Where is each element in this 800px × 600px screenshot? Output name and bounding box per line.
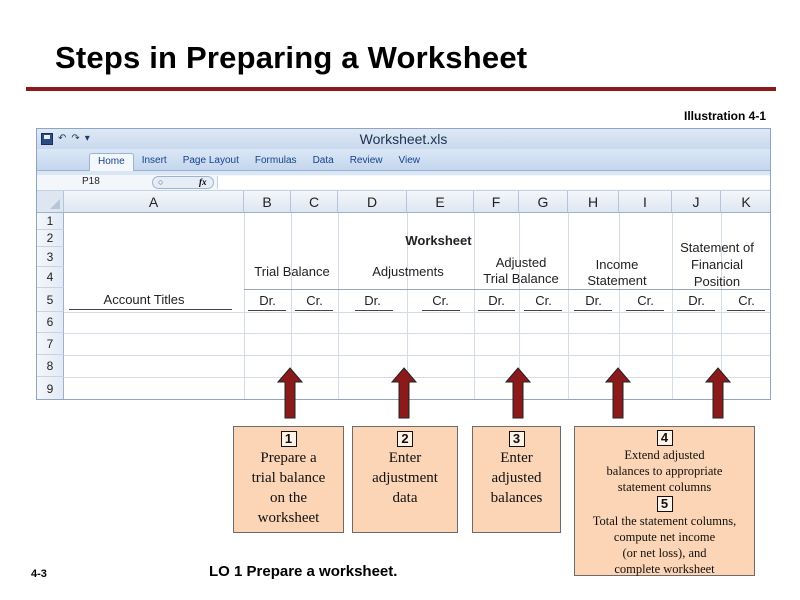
column-group-rule <box>244 289 770 290</box>
column-header-k[interactable]: K <box>721 191 771 213</box>
cr-label: Cr. <box>738 293 755 308</box>
page-number: 4-3 <box>31 568 47 580</box>
step-number: 3 <box>509 431 525 447</box>
header-adjusted: Adjusted <box>495 255 547 270</box>
tab-insert[interactable]: Insert <box>141 155 167 166</box>
header-trial-balance: Trial Balance <box>254 264 330 279</box>
underline <box>574 310 612 311</box>
gridline <box>64 312 770 313</box>
account-titles-label: Account Titles <box>103 292 185 307</box>
row-header-9[interactable]: 9 <box>37 377 64 400</box>
tab-formulas[interactable]: Formulas <box>254 155 297 166</box>
ribbon <box>37 149 770 171</box>
dr-label: Dr. <box>259 293 276 308</box>
window-title: Worksheet.xls <box>359 131 448 147</box>
step-number: 4 <box>657 430 673 446</box>
dr-label: Dr. <box>488 293 505 308</box>
redo-icon[interactable]: ↷ <box>71 133 80 144</box>
row-header-8[interactable]: 8 <box>37 355 64 377</box>
row-header-6[interactable]: 6 <box>37 312 64 333</box>
underline <box>295 310 333 311</box>
row-header-1[interactable]: 1 <box>37 213 64 230</box>
step-number: 1 <box>281 431 297 447</box>
underline <box>727 310 765 311</box>
row-header-5[interactable]: 5 <box>37 288 64 312</box>
column-header-h[interactable]: H <box>568 191 619 213</box>
formula-controls <box>152 176 214 189</box>
step-text: adjustment <box>372 470 438 486</box>
dr-label: Dr. <box>585 293 602 308</box>
formula-input[interactable] <box>217 176 770 189</box>
dr-label: Dr. <box>364 293 381 308</box>
excel-titlebar <box>37 129 770 149</box>
underline <box>248 310 286 311</box>
step-1-box <box>233 426 344 533</box>
row-header-3[interactable]: 3 <box>37 247 64 267</box>
undo-icon[interactable]: ↶ <box>58 133 67 144</box>
chevron-down-icon[interactable]: ○ <box>158 177 164 187</box>
step-text: Extend adjusted <box>624 448 705 462</box>
header-position: Position <box>693 274 741 289</box>
header-adjusted-trial-balance: Trial Balance <box>483 271 559 286</box>
step-text: adjusted <box>491 470 542 486</box>
column-header-i[interactable]: I <box>619 191 672 213</box>
step-number: 5 <box>657 496 673 512</box>
tab-view[interactable]: View <box>398 155 420 166</box>
header-income-statement: Statement <box>587 273 647 288</box>
step-text: Enter <box>388 450 422 466</box>
step-text: compute net income <box>613 530 716 544</box>
excel-window <box>36 128 771 400</box>
step-text: Enter <box>500 450 533 466</box>
underline <box>626 310 664 311</box>
step-2-box <box>352 426 458 533</box>
underline <box>478 310 515 311</box>
tab-data[interactable]: Data <box>312 155 334 166</box>
step-text: Total the statement columns, <box>592 514 737 528</box>
up-arrow-icon <box>605 367 631 419</box>
tab-home[interactable]: Home <box>89 153 134 172</box>
cr-label: Cr. <box>637 293 654 308</box>
slide-title: Steps in Preparing a Worksheet <box>55 40 528 75</box>
column-header-g[interactable]: G <box>519 191 568 213</box>
tab-page-layout[interactable]: Page Layout <box>182 155 239 166</box>
header-financial: Financial <box>690 257 744 272</box>
step-3-box <box>472 426 561 533</box>
underline <box>355 310 393 311</box>
customize-dropdown-icon[interactable]: ▾ <box>84 133 90 144</box>
gridline <box>64 333 770 334</box>
header-statement-of: Statement of <box>680 240 754 255</box>
worksheet-title: Worksheet <box>405 233 472 248</box>
step-text: statement columns <box>617 480 712 494</box>
step-text: balances <box>490 490 543 506</box>
cr-label: Cr. <box>432 293 449 308</box>
column-header-f[interactable]: F <box>474 191 519 213</box>
row-header-7[interactable]: 7 <box>37 333 64 355</box>
header-adjustments: Adjustments <box>372 264 444 279</box>
title-divider <box>26 87 776 91</box>
up-arrow-icon <box>505 367 531 419</box>
column-header-j[interactable]: J <box>672 191 721 213</box>
step-4-5-box <box>574 426 755 576</box>
column-header-c[interactable]: C <box>291 191 338 213</box>
insert-function-icon[interactable]: fx <box>199 177 207 187</box>
column-header-d[interactable]: D <box>338 191 407 213</box>
header-income: Income <box>595 257 639 272</box>
illustration-label: Illustration 4-1 <box>683 109 766 123</box>
row-header-2[interactable]: 2 <box>37 230 64 247</box>
up-arrow-icon <box>277 367 303 419</box>
step-text: data <box>392 490 418 506</box>
name-box[interactable]: P18 <box>82 176 100 187</box>
select-all-corner[interactable] <box>37 191 64 213</box>
cr-label: Cr. <box>535 293 552 308</box>
step-text: balances to appropriate <box>606 464 723 478</box>
step-text: complete worksheet <box>614 562 715 576</box>
step-text: (or net loss), and <box>622 546 707 560</box>
learning-objective: LO 1 Prepare a worksheet. <box>209 563 398 580</box>
up-arrow-icon <box>705 367 731 419</box>
underline <box>524 310 562 311</box>
step-text: worksheet <box>257 510 320 526</box>
step-number: 2 <box>397 431 413 447</box>
step-text: Prepare a <box>260 450 317 466</box>
gridline <box>64 377 770 378</box>
underline <box>69 309 232 310</box>
row-header-4[interactable]: 4 <box>37 267 64 288</box>
column-header-e[interactable]: E <box>407 191 474 213</box>
step-text: on the <box>269 490 308 506</box>
underline <box>422 310 460 311</box>
column-header-b[interactable]: B <box>244 191 291 213</box>
underline <box>677 310 715 311</box>
tab-review[interactable]: Review <box>349 155 383 166</box>
up-arrow-icon <box>391 367 417 419</box>
cr-label: Cr. <box>306 293 323 308</box>
formula-bar <box>37 175 770 191</box>
dr-label: Dr. <box>688 293 705 308</box>
gridline <box>64 355 770 356</box>
column-header-a[interactable]: A <box>64 191 244 213</box>
step-text: trial balance <box>251 470 326 486</box>
